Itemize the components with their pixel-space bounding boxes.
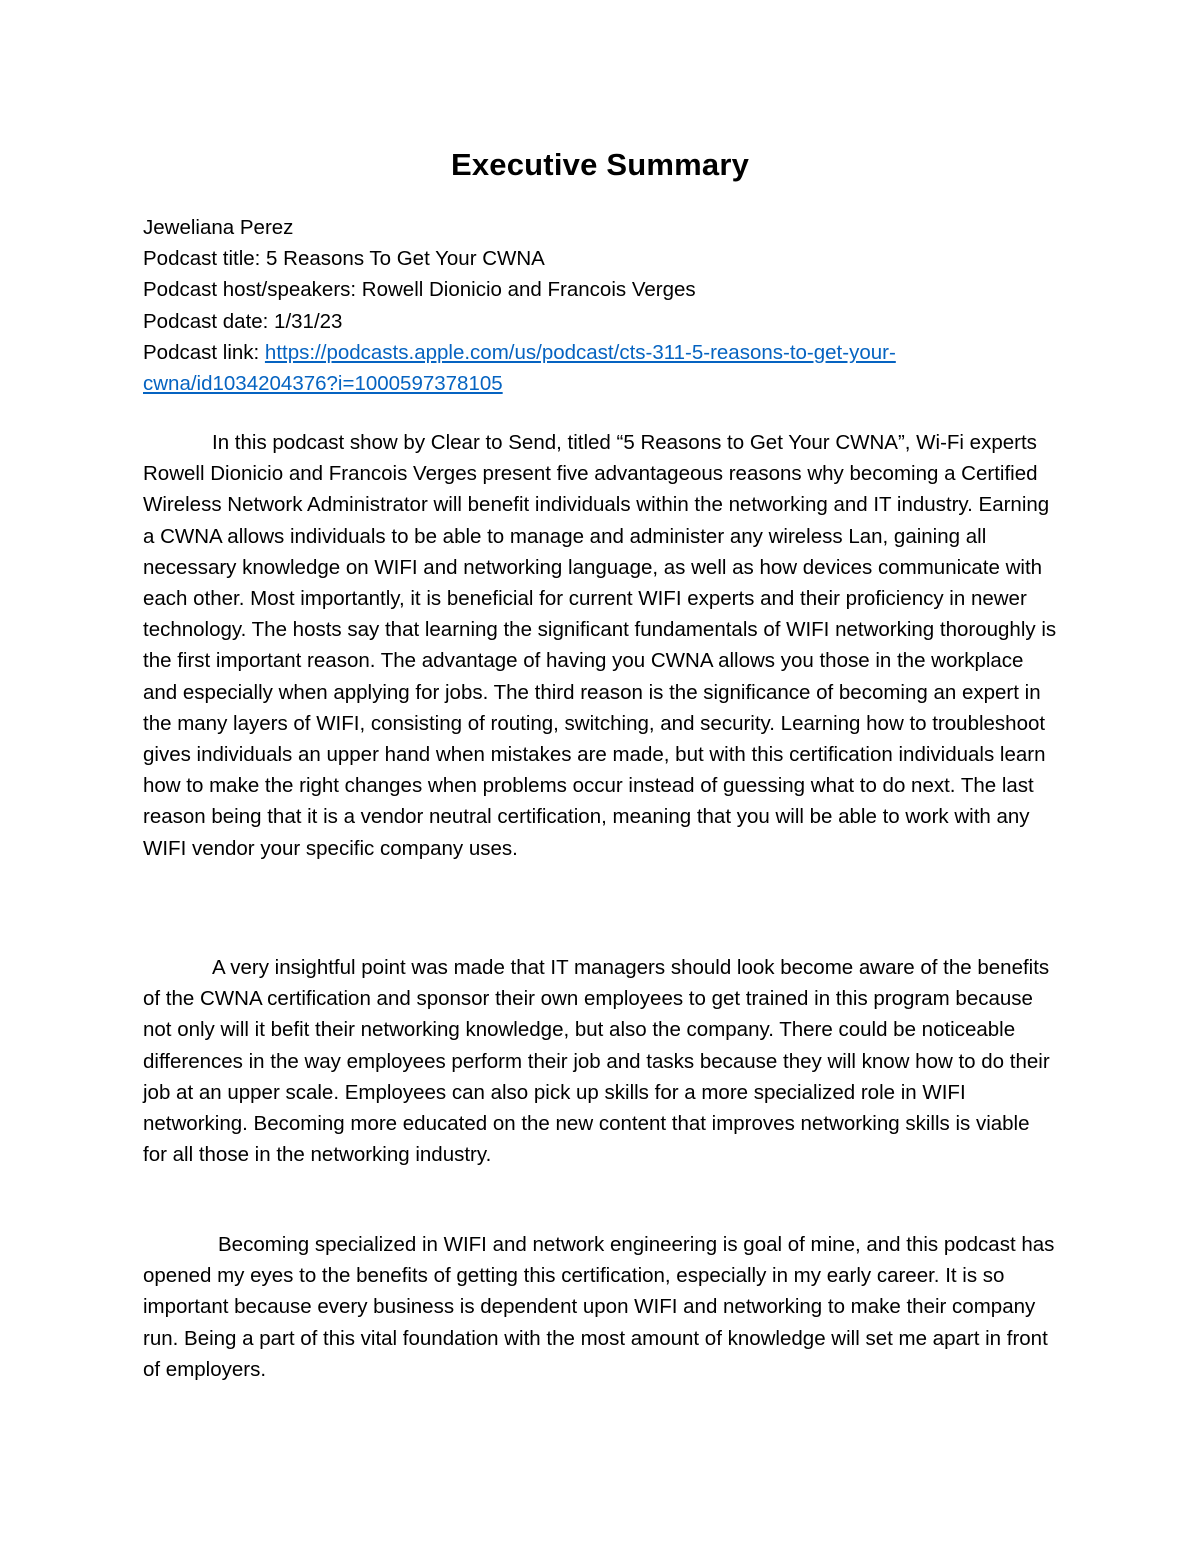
podcast-link-label: Podcast link: [143, 340, 265, 364]
body-paragraph-3: Becoming specialized in WIFI and network engineering is goal of mine, and this podcast has opened my eyes to the benefits of getting this certification, especially in my early career. It is so important because every business is dependent upon WIFI and networking to make their company run. Being a part of this vital foundation with the most amount of knowledge will set me apart in front of employers. [143, 1233, 1055, 1381]
body-paragraph-2: A very insightful point was made that IT managers should look become aware of the benefits of the CWNA certification and sponsor their own employees to get trained in this program because not only will it befit their networking knowledge, but also the company. There could be noticeable differences in the way employees perform their job and tasks because they will know how to do their job at an upper scale. Employees can also pick up skills for a more specialized role in WIFI networking. Becoming more educated on the new content that improves networking skills is viable for all those in the networking industry. [143, 956, 1050, 1167]
document-title: Executive Summary [450, 147, 750, 182]
podcast-title-line: Podcast title: 5 Reasons To Get Your CWNA [143, 247, 545, 271]
podcast-date-line: Podcast date: 1/31/23 [143, 309, 343, 333]
document-header [143, 212, 1063, 399]
author-name: Jeweliana Perez [143, 216, 294, 239]
body-paragraph-1: In this podcast show by Clear to Send, titled “5 Reasons to Get Your CWNA”, Wi-Fi experts Rowell Dionicio and Francois Verges present five advantageous reasons why becoming a Certified Wireless Network Administrator will benefit individuals within the networking and IT industry. Earning a CWNA allows individuals to be able to manage and administer any wireless Lan, gaining all necessary knowledge on WIFI and networking language, as well as how devices communicate with each other. Most importantly, it is beneficial for current WIFI experts and their proficiency in newer technology. The hosts say that learning the significant fundamentals of WIFI networking thoroughly is the first important reason. The advantage of having you CWNA allows you those in the workplace and especially when applying for jobs. The third reason is the significance of becoming an expert in the many layers of WIFI, consisting of routing, switching, and security. Learning how to troubleshoot gives individuals an upper hand when mistakes are made, but with this certification individuals learn how to make the right changes when problems occur instead of guessing what to do next. The last reason being that it is a vendor neutral certification, meaning that you will be able to work with any WIFI vendor your specific company uses. [143, 431, 1057, 860]
podcast-link-line [143, 337, 1063, 368]
podcast-hosts-line: Podcast host/speakers: Rowell Dionicio and Francois Verges [143, 278, 696, 302]
podcast-link-continuation [143, 368, 1063, 399]
podcast-link-url-continued[interactable]: cwna/id1034204376?i=1000597378105 [143, 372, 503, 396]
podcast-link-url[interactable]: https://podcasts.apple.com/us/podcast/cts-311-5-reasons-to-get-your- [264, 340, 896, 364]
